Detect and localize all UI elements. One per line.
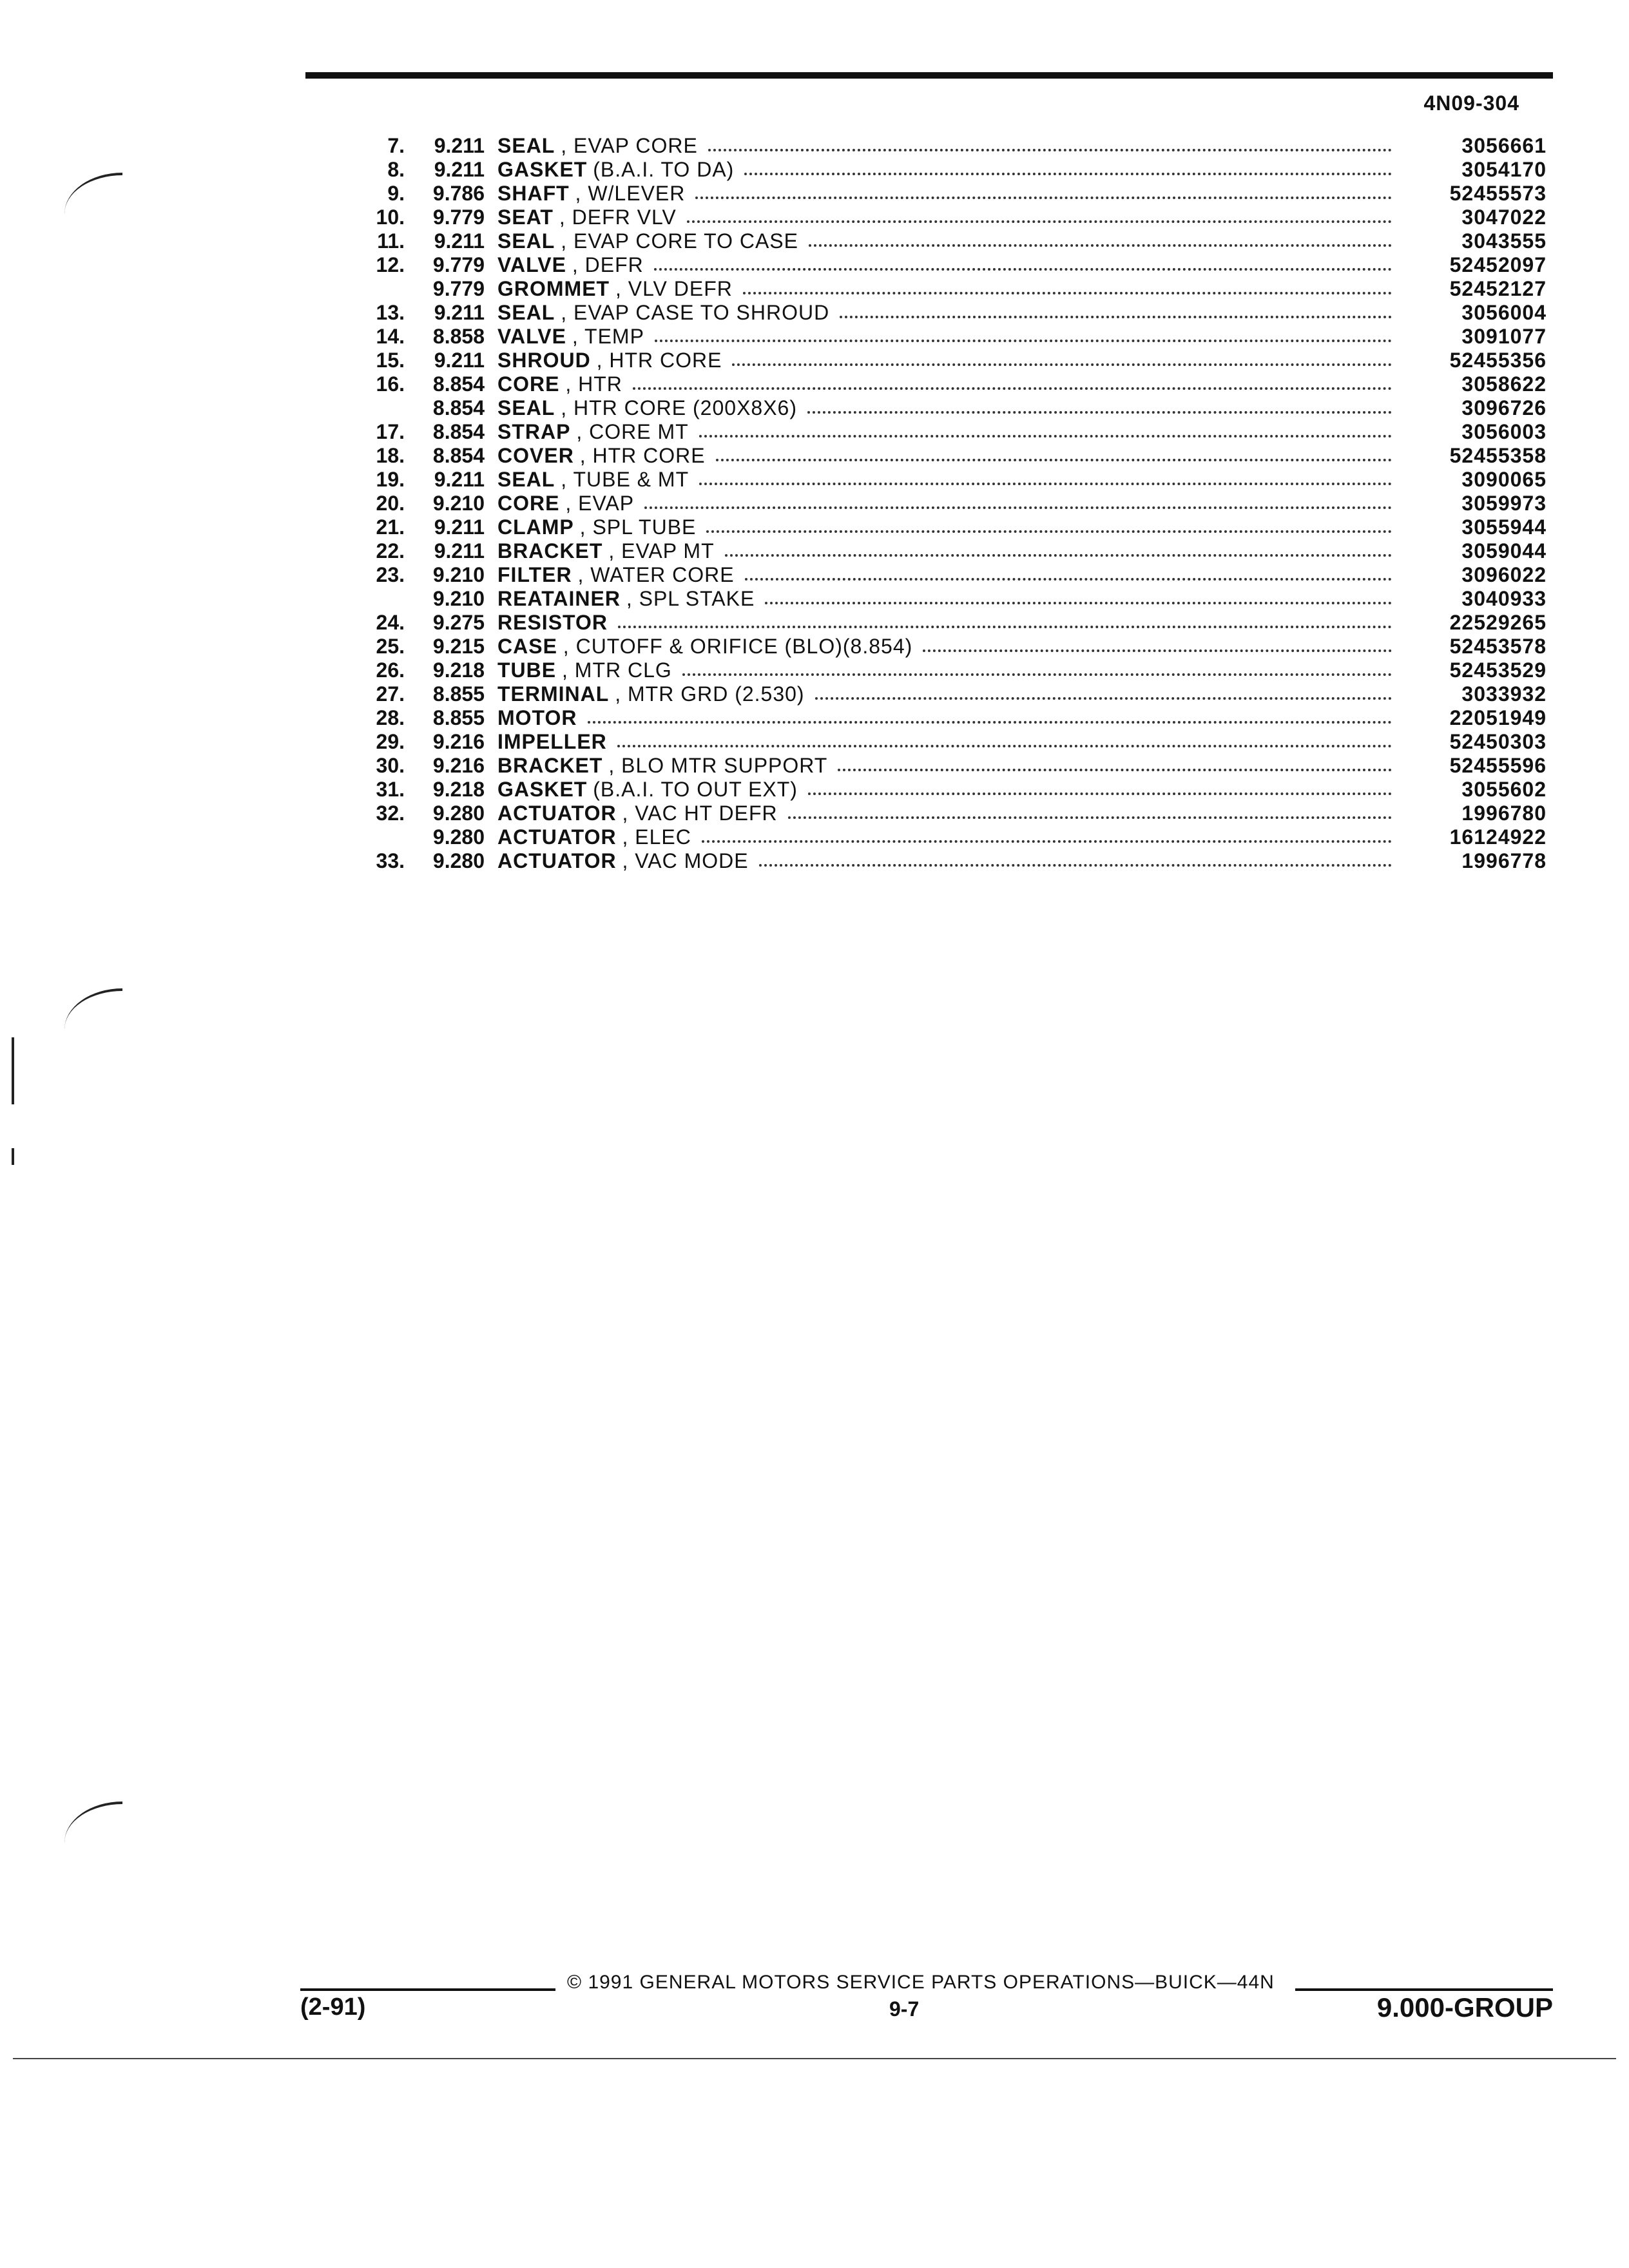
part-description bbox=[497, 706, 1398, 730]
part-noun: CORE bbox=[497, 492, 560, 515]
part-noun: REATAINER bbox=[497, 587, 621, 610]
group-number: 8.854 bbox=[432, 420, 485, 443]
ref-number: 31. bbox=[376, 778, 405, 801]
dot-leader bbox=[807, 410, 1392, 414]
dot-leader bbox=[695, 196, 1392, 199]
part-row bbox=[348, 349, 1547, 372]
revision-date: (2-91) bbox=[300, 1994, 366, 2021]
part-number: 52452127 bbox=[1449, 277, 1547, 300]
part-noun: SEAL bbox=[497, 396, 555, 419]
group-number: 9.210 bbox=[432, 587, 485, 610]
part-description bbox=[497, 563, 1398, 587]
part-number: 3058622 bbox=[1461, 372, 1547, 396]
group-number: 8.854 bbox=[432, 444, 485, 467]
page-number: 9-7 bbox=[889, 1997, 920, 2021]
part-number: 52455358 bbox=[1449, 444, 1547, 467]
part-qualifier: , DEFR VLV bbox=[559, 206, 677, 229]
dot-leader bbox=[654, 267, 1392, 271]
group-number: 8.858 bbox=[432, 325, 485, 348]
part-row bbox=[348, 587, 1547, 611]
part-number: 52455573 bbox=[1449, 182, 1547, 205]
part-qualifier: , HTR CORE bbox=[596, 349, 722, 372]
part-description bbox=[497, 253, 1398, 277]
ref-number: 26. bbox=[376, 658, 405, 682]
part-number: 3056661 bbox=[1461, 134, 1547, 157]
dot-leader bbox=[923, 649, 1392, 652]
part-noun: ACTUATOR bbox=[497, 802, 617, 825]
dot-leader bbox=[702, 840, 1392, 843]
part-description bbox=[497, 420, 1398, 444]
ref-number: 25. bbox=[376, 635, 405, 658]
part-qualifier: , CORE MT bbox=[576, 420, 689, 443]
part-description bbox=[497, 515, 1398, 539]
dot-leader bbox=[815, 697, 1392, 700]
part-number: 3096022 bbox=[1461, 563, 1547, 586]
part-qualifier: , VAC HT DEFR bbox=[622, 802, 778, 825]
ref-number: 23. bbox=[376, 563, 405, 586]
part-noun: TERMINAL bbox=[497, 682, 610, 706]
part-qualifier: , HTR bbox=[565, 372, 622, 396]
part-noun: ACTUATOR bbox=[497, 849, 617, 872]
document-code: 4N09-304 bbox=[1423, 91, 1519, 115]
part-number: 3055944 bbox=[1461, 515, 1547, 539]
part-number: 3054170 bbox=[1461, 158, 1547, 181]
part-number: 3043555 bbox=[1461, 229, 1547, 253]
margin-tick-mark bbox=[12, 1148, 14, 1165]
part-row bbox=[348, 420, 1547, 444]
part-description bbox=[497, 587, 1398, 611]
group-number: 9.280 bbox=[432, 849, 485, 872]
part-description bbox=[497, 277, 1398, 301]
ref-number: 20. bbox=[376, 492, 405, 515]
part-qualifier: , TEMP bbox=[572, 325, 644, 348]
header-rule bbox=[305, 72, 1553, 79]
ref-number: 17. bbox=[376, 420, 405, 443]
part-description bbox=[497, 539, 1398, 563]
dot-leader bbox=[744, 172, 1392, 175]
ref-number: 11. bbox=[377, 229, 405, 253]
ref-number: 33. bbox=[376, 849, 405, 872]
dot-leader bbox=[788, 816, 1392, 819]
ref-number: 30. bbox=[376, 754, 405, 777]
part-description bbox=[497, 349, 1398, 372]
margin-arc-mark bbox=[64, 173, 122, 214]
part-row bbox=[348, 706, 1547, 730]
group-number: 9.275 bbox=[432, 611, 485, 634]
ref-number: 13. bbox=[376, 301, 405, 324]
group-number: 8.855 bbox=[432, 706, 485, 729]
part-qualifier: , MTR GRD (2.530) bbox=[615, 682, 805, 706]
group-number: 8.854 bbox=[432, 372, 485, 396]
group-number: 9.210 bbox=[432, 563, 485, 586]
dot-leader bbox=[655, 339, 1392, 342]
ref-number: 9. bbox=[387, 182, 405, 205]
part-qualifier: , EVAP MT bbox=[608, 539, 715, 562]
part-number: 22051949 bbox=[1449, 706, 1547, 729]
part-row bbox=[348, 372, 1547, 396]
ref-number: 14. bbox=[376, 325, 405, 348]
part-number: 52450303 bbox=[1449, 730, 1547, 753]
part-noun: SHAFT bbox=[497, 182, 570, 205]
part-description bbox=[497, 682, 1398, 706]
part-qualifier: , ELEC bbox=[622, 825, 691, 849]
part-description bbox=[497, 182, 1398, 206]
part-number: 52452097 bbox=[1449, 253, 1547, 276]
dot-leader bbox=[838, 768, 1392, 771]
part-noun: SEAL bbox=[497, 301, 555, 324]
part-number: 52453529 bbox=[1449, 658, 1547, 682]
group-number: 9.280 bbox=[432, 825, 485, 849]
dot-leader bbox=[633, 387, 1392, 390]
part-number: 3059973 bbox=[1461, 492, 1547, 515]
part-row bbox=[348, 682, 1547, 706]
part-number: 3091077 bbox=[1461, 325, 1547, 348]
part-qualifier: , HTR CORE (200X8X6) bbox=[561, 396, 797, 419]
part-description bbox=[497, 825, 1398, 849]
group-number: 9.211 bbox=[434, 349, 485, 372]
part-row bbox=[348, 229, 1547, 253]
part-number: 22529265 bbox=[1449, 611, 1547, 634]
ref-number: 21. bbox=[376, 515, 405, 539]
group-number: 9.216 bbox=[432, 754, 485, 777]
part-noun: GROMMET bbox=[497, 277, 610, 300]
part-row bbox=[348, 253, 1547, 277]
part-row bbox=[348, 206, 1547, 229]
part-row bbox=[348, 301, 1547, 325]
part-noun: CASE bbox=[497, 635, 557, 658]
group-number: 9.211 bbox=[434, 539, 485, 562]
part-row bbox=[348, 396, 1547, 420]
part-row bbox=[348, 658, 1547, 682]
part-qualifier: , W/LEVER bbox=[575, 182, 686, 205]
dot-leader bbox=[687, 220, 1392, 223]
group-number: 9.218 bbox=[432, 658, 485, 682]
dot-leader bbox=[644, 506, 1392, 509]
part-number: 3056003 bbox=[1461, 420, 1547, 443]
part-description bbox=[497, 372, 1398, 396]
part-qualifier: , EVAP CORE TO CASE bbox=[561, 229, 798, 253]
part-number: 3055602 bbox=[1461, 778, 1547, 801]
part-noun: SEAT bbox=[497, 206, 554, 229]
dot-leader bbox=[732, 363, 1392, 366]
part-qualifier: , EVAP CORE bbox=[561, 134, 698, 157]
part-noun: BRACKET bbox=[497, 754, 603, 777]
dot-leader bbox=[716, 458, 1392, 461]
part-qualifier: (B.A.I. TO OUT EXT) bbox=[593, 778, 798, 801]
group-number: 9.786 bbox=[432, 182, 485, 205]
part-noun: SEAL bbox=[497, 134, 555, 157]
group-number: 9.211 bbox=[434, 301, 485, 324]
part-row bbox=[348, 325, 1547, 349]
part-qualifier: , DEFR bbox=[572, 253, 644, 276]
group-number: 9.779 bbox=[432, 206, 485, 229]
group-number: 8.855 bbox=[432, 682, 485, 706]
footer-rule bbox=[300, 1988, 555, 1991]
part-number: 3096726 bbox=[1461, 396, 1547, 419]
part-row bbox=[348, 492, 1547, 515]
part-description bbox=[497, 658, 1398, 682]
part-description bbox=[497, 778, 1398, 802]
part-row bbox=[348, 563, 1547, 587]
group-number: 9.210 bbox=[432, 492, 485, 515]
group-number: 9.779 bbox=[432, 277, 485, 300]
part-description bbox=[497, 158, 1398, 182]
ref-number: 8. bbox=[387, 158, 405, 181]
part-noun: COVER bbox=[497, 444, 574, 467]
part-row bbox=[348, 539, 1547, 563]
part-number: 3047022 bbox=[1461, 206, 1547, 229]
ref-number: 16. bbox=[376, 372, 405, 396]
part-noun: MOTOR bbox=[497, 706, 577, 729]
part-noun: ACTUATOR bbox=[497, 825, 617, 849]
part-description bbox=[497, 134, 1398, 158]
part-noun: VALVE bbox=[497, 253, 566, 276]
part-number: 3033932 bbox=[1461, 682, 1547, 706]
footer-rule bbox=[1295, 1988, 1553, 1991]
part-description bbox=[497, 730, 1398, 754]
part-number: 1996778 bbox=[1461, 849, 1547, 872]
group-number: 9.211 bbox=[434, 158, 485, 181]
group-number: 9.211 bbox=[434, 515, 485, 539]
part-noun: CLAMP bbox=[497, 515, 574, 539]
ref-number: 27. bbox=[376, 682, 405, 706]
part-number: 52455596 bbox=[1449, 754, 1547, 777]
ref-number: 7. bbox=[387, 134, 405, 157]
ref-number: 32. bbox=[376, 802, 405, 825]
part-noun: BRACKET bbox=[497, 539, 603, 562]
ref-number: 12. bbox=[376, 253, 405, 276]
dot-leader bbox=[699, 434, 1392, 437]
ref-number: 19. bbox=[376, 468, 405, 491]
part-description bbox=[497, 206, 1398, 229]
ref-number: 29. bbox=[376, 730, 405, 753]
part-number: 3056004 bbox=[1461, 301, 1547, 324]
group-number: 9.779 bbox=[432, 253, 485, 276]
part-noun: RESISTOR bbox=[497, 611, 608, 634]
part-noun: CORE bbox=[497, 372, 560, 396]
part-description bbox=[497, 802, 1398, 825]
part-description bbox=[497, 849, 1398, 873]
dot-leader bbox=[765, 601, 1392, 604]
part-noun: TUBE bbox=[497, 658, 557, 682]
part-qualifier: , VAC MODE bbox=[622, 849, 749, 872]
part-description bbox=[497, 444, 1398, 468]
part-noun: IMPELLER bbox=[497, 730, 607, 753]
dot-leader bbox=[743, 291, 1392, 294]
group-number: 9.211 bbox=[434, 468, 485, 491]
margin-arc-mark bbox=[64, 988, 122, 1030]
part-row bbox=[348, 134, 1547, 158]
part-row bbox=[348, 730, 1547, 754]
page-bottom-rule bbox=[13, 2058, 1616, 2059]
part-noun: GASKET bbox=[497, 778, 588, 801]
ref-number: 28. bbox=[376, 706, 405, 729]
parts-list bbox=[348, 134, 1547, 873]
part-qualifier: , CUTOFF & ORIFICE (BLO)(8.854) bbox=[563, 635, 913, 658]
part-row bbox=[348, 277, 1547, 301]
dot-leader bbox=[617, 744, 1392, 747]
part-row bbox=[348, 849, 1547, 873]
part-row bbox=[348, 444, 1547, 468]
dot-leader bbox=[708, 148, 1392, 151]
part-qualifier: , EVAP bbox=[565, 492, 635, 515]
part-noun: FILTER bbox=[497, 563, 572, 586]
group-number: 9.211 bbox=[434, 134, 485, 157]
part-row bbox=[348, 158, 1547, 182]
part-description bbox=[497, 468, 1398, 492]
part-row bbox=[348, 515, 1547, 539]
copyright-notice: © 1991 GENERAL MOTORS SERVICE PARTS OPERATIONS—BUICK—44N bbox=[567, 1972, 1275, 1993]
part-qualifier: (B.A.I. TO DA) bbox=[593, 158, 735, 181]
part-number: 3090065 bbox=[1461, 468, 1547, 491]
part-number: 3040933 bbox=[1461, 587, 1547, 610]
part-qualifier: , EVAP CASE TO SHROUD bbox=[561, 301, 830, 324]
part-row bbox=[348, 468, 1547, 492]
dot-leader bbox=[808, 792, 1392, 795]
part-row bbox=[348, 754, 1547, 778]
group-number: 9.280 bbox=[432, 802, 485, 825]
dot-leader bbox=[759, 863, 1392, 867]
part-noun: STRAP bbox=[497, 420, 571, 443]
part-row bbox=[348, 182, 1547, 206]
part-row bbox=[348, 778, 1547, 802]
group-number: 8.854 bbox=[432, 396, 485, 419]
part-number: 1996780 bbox=[1461, 802, 1547, 825]
ref-number: 24. bbox=[376, 611, 405, 634]
part-description bbox=[497, 611, 1398, 635]
part-number: 52453578 bbox=[1449, 635, 1547, 658]
ref-number: 15. bbox=[376, 349, 405, 372]
margin-arc-mark bbox=[64, 1802, 122, 1843]
part-description bbox=[497, 754, 1398, 778]
part-number: 3059044 bbox=[1461, 539, 1547, 562]
part-description bbox=[497, 325, 1398, 349]
group-number: 9.211 bbox=[434, 229, 485, 253]
part-qualifier: , TUBE & MT bbox=[561, 468, 689, 491]
dot-leader bbox=[809, 244, 1392, 247]
part-row bbox=[348, 825, 1547, 849]
group-number: 9.216 bbox=[432, 730, 485, 753]
ref-number: 10. bbox=[376, 206, 405, 229]
part-description bbox=[497, 396, 1398, 420]
part-number: 16124922 bbox=[1449, 825, 1547, 849]
dot-leader bbox=[725, 553, 1392, 557]
part-qualifier: , BLO MTR SUPPORT bbox=[608, 754, 828, 777]
part-description bbox=[497, 301, 1398, 325]
dot-leader bbox=[588, 720, 1392, 724]
part-noun: SHROUD bbox=[497, 349, 591, 372]
dot-leader bbox=[618, 625, 1392, 628]
part-qualifier: , VLV DEFR bbox=[615, 277, 733, 300]
ref-number: 22. bbox=[376, 539, 405, 562]
group-number: 9.218 bbox=[432, 778, 485, 801]
group-title: 9.000-GROUP bbox=[1376, 1992, 1553, 2023]
part-description bbox=[497, 635, 1398, 658]
part-qualifier: , SPL TUBE bbox=[579, 515, 697, 539]
part-noun: GASKET bbox=[497, 158, 588, 181]
group-number: 9.215 bbox=[432, 635, 485, 658]
part-noun: VALVE bbox=[497, 325, 566, 348]
part-qualifier: , WATER CORE bbox=[577, 563, 735, 586]
margin-tick-mark bbox=[12, 1037, 14, 1104]
dot-leader bbox=[706, 530, 1392, 533]
part-qualifier: , SPL STAKE bbox=[626, 587, 755, 610]
dot-leader bbox=[699, 482, 1392, 485]
part-number: 52455356 bbox=[1449, 349, 1547, 372]
part-qualifier: , HTR CORE bbox=[579, 444, 706, 467]
part-row bbox=[348, 802, 1547, 825]
part-description bbox=[497, 229, 1398, 253]
part-noun: SEAL bbox=[497, 468, 555, 491]
part-qualifier: , MTR CLG bbox=[562, 658, 672, 682]
dot-leader bbox=[840, 315, 1392, 318]
part-description bbox=[497, 492, 1398, 515]
part-noun: SEAL bbox=[497, 229, 555, 253]
part-row bbox=[348, 611, 1547, 635]
dot-leader bbox=[745, 577, 1392, 581]
dot-leader bbox=[682, 673, 1392, 676]
ref-number: 18. bbox=[376, 444, 405, 467]
part-row bbox=[348, 635, 1547, 658]
